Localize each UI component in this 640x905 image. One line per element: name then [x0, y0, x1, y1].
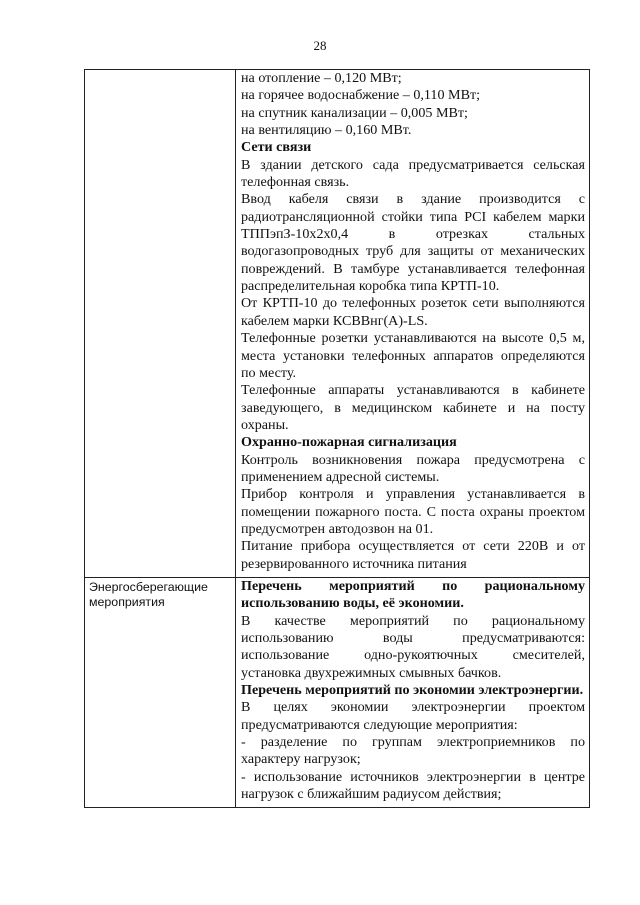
- communication-paragraph: От КРТП-10 до телефонных розеток сети выполняются кабелем марки КСВВнг(А)-LS.: [241, 295, 585, 329]
- fire-alarm-paragraph: Прибор контроля и управления устанавливается в помещении пожарного поста. С поста охраны проектом предусмотрен автодозвон на 01.: [241, 486, 585, 537]
- communication-paragraph: Телефонные аппараты устанавливаются в кабинете заведующего, в медицинском кабинете и на посту охраны.: [241, 382, 585, 433]
- electricity-saving-item: - использование источников электроэнергии в центре нагрузок с ближайшим радиусом действия;: [241, 768, 585, 803]
- communication-paragraph: Ввод кабеля связи в здание производится с радиотрансляционной стойки типа PCI кабелем марки ТППэпЗ-10х2х0,4 в отрезках стальных водогазопроводных труб для защиты от механических повреждений. В тамбуре устанавливается телефонная распределительная коробка типа КРТП-10.: [241, 191, 585, 295]
- table-row-energy-saving: [85, 577, 590, 807]
- table-row-utilities: [85, 70, 590, 578]
- heating-load-line: на отопление – 0,120 МВт;: [241, 70, 402, 86]
- page-number: 28: [313, 38, 327, 53]
- row-content-cell: [236, 577, 590, 807]
- communication-paragraph: Телефонные розетки устанавливаются на высоте 0,5 м, места установки телефонных аппаратов определяются по месту.: [241, 330, 585, 381]
- water-saving-heading: Перечень мероприятий по рациональному использованию воды, её экономии.: [241, 577, 585, 612]
- sewer-load-line: на спутник канализации – 0,005 МВт;: [241, 104, 468, 121]
- row-label-empty: [85, 70, 235, 72]
- communication-paragraph: В здании детского сада предусматривается сельская телефонная связь.: [241, 156, 585, 191]
- row-label-cell: [85, 70, 236, 578]
- communication-heading: Сети связи: [241, 139, 312, 156]
- electricity-saving-heading: Перечень мероприятий по экономии электроэнергии.: [241, 682, 584, 699]
- fire-alarm-heading: Охранно-пожарная сигнализация: [241, 434, 457, 451]
- hot-water-load-line: на горячее водоснабжение – 0,110 МВт;: [241, 87, 481, 104]
- document-table: [84, 69, 590, 808]
- utilities-content: [236, 70, 589, 577]
- energy-saving-content: [236, 578, 589, 807]
- electricity-saving-intro: В целях экономии электроэнергии проектом предусматриваются следующие мероприятия:: [241, 699, 585, 733]
- electricity-saving-item: - разделение по группам электроприемников по характеру нагрузок;: [241, 734, 585, 768]
- fire-alarm-paragraph: Контроль возникновения пожара предусмотрена с применением адресной системы.: [241, 451, 585, 485]
- row-label-cell: [85, 577, 236, 807]
- energy-saving-label: Энергосберегающие мероприятия: [89, 579, 208, 610]
- fire-alarm-paragraph: Питание прибора осуществляется от сети 220В и от резервированного источника питания: [241, 538, 585, 572]
- row-content-cell: [236, 70, 590, 578]
- ventilation-load-line: на вентиляцию – 0,160 МВт.: [241, 122, 412, 139]
- water-saving-paragraph: В качестве мероприятий по рациональному использованию воды предусматриваются: использование одно-рукоятючных смесителей, установка двухрежимных смывных бачков.: [241, 612, 585, 681]
